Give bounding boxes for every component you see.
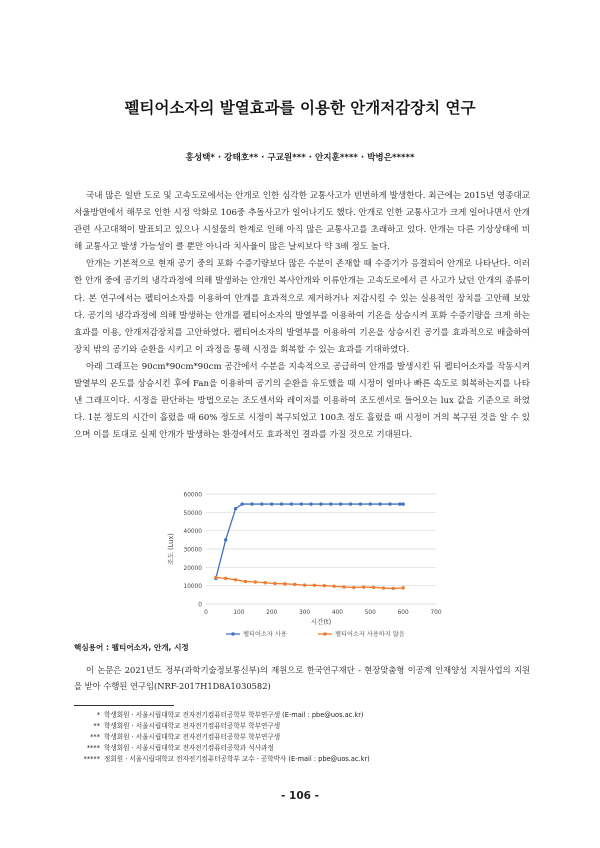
series-2-point — [332, 585, 335, 588]
series-1-point — [369, 502, 372, 505]
legend-label: 펠티어소자 사용 — [243, 631, 287, 639]
series-1-point — [224, 538, 227, 541]
series-2-point — [392, 587, 395, 590]
series-1-point — [250, 502, 253, 505]
series-2-point — [283, 582, 286, 585]
series-1-point — [398, 502, 401, 505]
series-2-point — [342, 585, 345, 588]
y-tick-label: 10000 — [183, 584, 202, 591]
legend-swatch-marker — [231, 632, 234, 635]
footnote-mark: *** — [90, 733, 100, 741]
series-2-point — [293, 583, 296, 586]
series-1-point — [319, 502, 322, 505]
series-1-point — [309, 502, 312, 505]
footnote-4 — [74, 743, 530, 754]
series-2-point — [263, 581, 266, 584]
series-1-point — [290, 502, 293, 505]
acknowledgement — [74, 662, 530, 694]
series-2-point — [234, 578, 237, 581]
series-1-point — [234, 507, 237, 510]
y-tick-label: 0 — [198, 602, 202, 609]
series-1-point — [401, 502, 404, 505]
x-tick-label: 0 — [204, 610, 208, 616]
series-2-point — [401, 586, 404, 589]
paragraph-3: 아래 그래프는 90cm*90cm*90cm 공간에서 수분을 지속적으로 공급하여 안개를 발생시킨 뒤 펠티어소자를 작동시켜 발열부의 온도를 상승시킨 후에 Fan을 이용하여 공기의 순환을 유도했을 때 시정이 얼마나 빠른 속도로 회복하는지를 나타낸 그래프이다. 시정을 판단하는 방법으로는 조도센서와 레이저를 이용하여 조도센서로 들어오는 lux 값을 기준으로 하였다. 1분 정도의 시간이 흘렀을 때 60% 정도로 시정이 복구되었고 100초 정도 흘렀을 때 시정이 거의 복구된 것을 알 수 있으며 이를 토대로 실제 안개가 발생하는 환경에서도 효과적인 결과를 가질 것으로 기대된다. — [74, 361, 530, 441]
x-tick-label: 400 — [331, 610, 343, 616]
series-2-point — [323, 584, 326, 587]
footnote-text: 학생회원 · 서울시립대학교 전자전기컴퓨터공학부 학부연구생 — [104, 733, 281, 741]
series-2-point — [273, 582, 276, 585]
body-text — [74, 188, 530, 444]
x-tick-label: 700 — [430, 610, 442, 616]
footnote-mark: **** — [86, 744, 100, 752]
footnote-mark: * — [96, 711, 100, 719]
x-tick-label: 500 — [364, 610, 376, 616]
footnote-text: 정회원 · 서울시립대학교 전자전기컴퓨터공학부 교수 · 공학박사 (E-mail : pbe@uos.ac.kr) — [104, 755, 370, 763]
series-2-point — [362, 585, 365, 588]
series-1-point — [349, 502, 352, 505]
chart-svg — [164, 488, 446, 640]
footnote-text: 학생회원 · 서울시립대학교 전자전기컴퓨터공학부 학부연구생 — [104, 722, 281, 730]
y-tick-label: 50000 — [183, 510, 202, 517]
footnote-3 — [74, 732, 530, 743]
series-2-point — [224, 577, 227, 580]
series-2-point — [254, 580, 257, 583]
footnote-1 — [74, 710, 530, 721]
series-1-point — [329, 502, 332, 505]
series-2-point — [313, 584, 316, 587]
series-1-point — [339, 502, 342, 505]
x-tick-label: 300 — [299, 610, 311, 616]
y-tick-label: 20000 — [183, 565, 202, 572]
y-axis-label: 조도 (Lux) — [167, 533, 175, 565]
x-tick-label: 200 — [266, 610, 278, 616]
x-axis-label: 시간(t) — [310, 618, 332, 626]
series-2-point — [244, 580, 247, 583]
legend-swatch-marker — [323, 632, 326, 635]
series-1-point — [359, 502, 362, 505]
footnote-divider — [74, 705, 174, 706]
paper-title: 펠티어소자의 발열효과를 이용한 안개저감장치 연구 — [124, 99, 476, 117]
paragraph-2: 안개는 기본적으로 현재 공기 중의 포화 수증기량보다 많은 수분이 존재할 때 수증기가 응결되어 안개로 나타난다. 이러한 안개 중에 공기의 냉각과정에 의해 발생하는 안개인 복사안개와 이류안개는 고속도로에서 큰 사고가 났던 안개의 종류이다. 본 연구에서는 펠티어소자를 이용하여 안개를 효과적으로 제거하거나 저감시킬 수 있는 실용적인 장치를 고안해 보았다. 공기의 냉각과정에 의해 발생하는 안개를 펠티어소자의 발열부를 이용하여 기온을 상승시켜 포화 수증기량을 크게 하는 효과를 이용, 안개저감장치를 고안하였다. 펠티어소자의 발열부를 이용하여 기온을 상승시킨 공기를 효과적으로 배출하여 장치 밖의 공기와 순환을 시키고 이 과정을 통해 시정을 회복할 수 있는 효과를 기대하였다. — [74, 259, 530, 355]
y-tick-label: 40000 — [183, 529, 202, 536]
paragraph-1: 국내 많은 일반 도로 및 고속도로에서는 안개로 인한 심각한 교통사고가 빈번하게 발생한다. 최근에는 2015년 영종대교 서울방면에서 해무로 인한 시정 악화로 106중 추돌사고가 일어나기도 했다. 안개로 인한 교통사고가 크게 일어나면서 안개 관련 사고대책이 발표되고 있으나 시설물의 한계로 인해 아직 많은 교통사고를 초래하고 있다. 안개는 다른 기상상태에 비해 교통사고 발생 가능성이 클 뿐만 아니라 치사율이 많은 날씨보다 약 3배 정도 높다. — [74, 191, 530, 253]
series-2-point — [303, 583, 306, 586]
series-1-point — [300, 502, 303, 505]
footnote-mark: ***** — [83, 755, 100, 763]
illuminance-chart — [164, 488, 446, 640]
series-2-point — [382, 586, 385, 589]
series-1-point — [240, 502, 243, 505]
footnote-5 — [74, 754, 530, 765]
x-tick-label: 100 — [233, 610, 245, 616]
series-1-point — [270, 502, 273, 505]
footnote-text: 학생회원 · 서울시립대학교 전자전기컴퓨터공학과 석사과정 — [104, 744, 274, 752]
series-1-point — [280, 502, 283, 505]
legend-label: 펠티어소자 사용하지 않음 — [335, 631, 405, 639]
series-1-point — [388, 502, 391, 505]
footnote-2 — [74, 721, 530, 732]
footnote-text: 학생회원 · 서울시립대학교 전자전기컴퓨터공학부 학부연구생 (E-mail : pbe@uos.ac.kr) — [104, 711, 364, 719]
acknowledgement-text: 이 논문은 2021년도 정부(과학기술정보통신부)의 재원으로 한국연구재단 - 현장맞춤형 이공계 인재양성 지원사업의 지원을 받아 수행된 연구임(NRF-2017H1D8A1030582) — [74, 665, 530, 691]
series-1-point — [378, 502, 381, 505]
footnote-mark: ** — [93, 722, 100, 730]
y-tick-label: 60000 — [183, 492, 202, 499]
page-number: - 106 - — [281, 790, 319, 802]
series-2-point — [214, 576, 217, 579]
series-2-point — [352, 586, 355, 589]
series-2-point — [372, 586, 375, 589]
x-tick-label: 600 — [397, 610, 409, 616]
keywords: 핵심용어 : 펠티어소자, 안개, 시정 — [74, 643, 189, 652]
author-list: 홍성택* · 강태호** · 구교원*** · 안지훈**** · 박병은***** — [185, 153, 415, 163]
series-1-point — [260, 502, 263, 505]
y-tick-label: 30000 — [183, 547, 202, 554]
